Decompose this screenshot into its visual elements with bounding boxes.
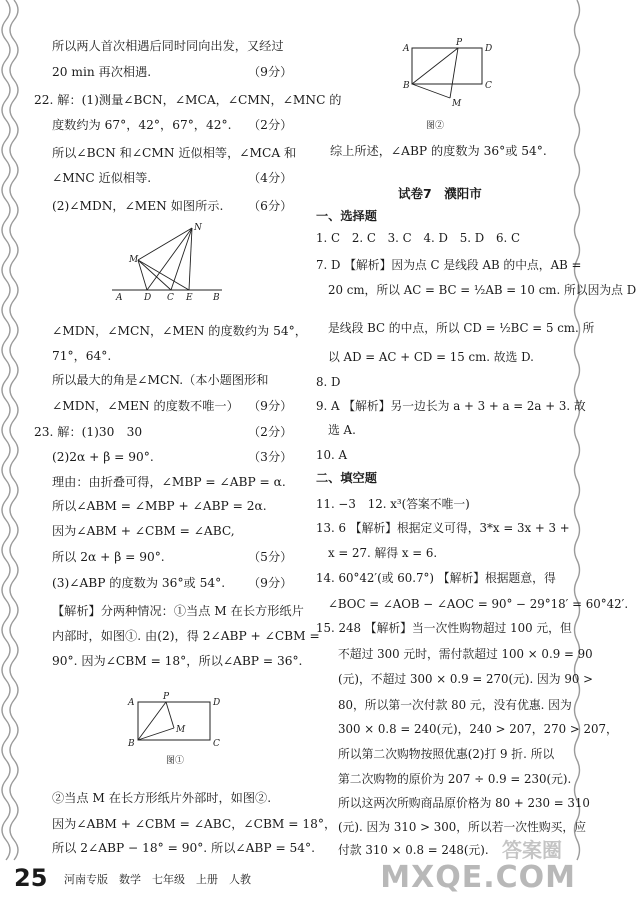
- left-text-line: 90°. 因为∠CBM = 18°，所以∠ABP = 36°.: [52, 654, 303, 668]
- book-info: 河南专版 数学 七年级 上册 人教: [64, 873, 251, 886]
- figure-2: [398, 36, 498, 140]
- right-text-line: 13. 6 【解析】根据定义可得，3*x = 3x + 3 +: [316, 521, 570, 535]
- figure-1: [124, 690, 224, 774]
- fig2-label-p: P: [456, 38, 463, 48]
- right-text-line: 14. 60°42′(或 60.7°) 【解析】根据题意，得: [316, 571, 556, 585]
- score-marker: （6分）: [248, 199, 293, 213]
- fig-mn-label-c: C: [167, 293, 174, 303]
- right-text-line: 11. −3 12. x³(答案不唯一): [316, 497, 470, 511]
- section-choice-title: 一、选择题: [316, 209, 377, 223]
- right-text-line: 20 cm，所以 AC = BC = ½AB = 10 cm. 所以因为点 D: [328, 283, 636, 297]
- fig-mn-label-m: M: [129, 255, 139, 265]
- right-text-line: 所以这两次所购商品原价格为 80 + 230 = 310: [338, 796, 590, 810]
- section-fill-title: 二、填空题: [316, 471, 377, 485]
- right-text-line: 300 × 0.8 = 240(元)，240 > 207，270 > 207，: [338, 722, 618, 736]
- right-text-line: x = 27. 解得 x = 6.: [328, 546, 438, 560]
- left-text-line: 23. 解：(1)30 30: [34, 425, 143, 439]
- fig2-label-m: M: [452, 99, 462, 109]
- watermark-cn: 答案圈: [502, 838, 562, 862]
- right-text-line: 第二次购物的原价为 207 ÷ 0.9 = 230(元).: [338, 772, 572, 786]
- watermark: MXQE.COM: [380, 860, 576, 895]
- page-number: 25: [14, 864, 48, 892]
- left-text-line: ∠MNC 近似相等.: [52, 171, 152, 185]
- score-marker: （9分）: [248, 65, 293, 79]
- figure-angles-mn: [110, 222, 230, 306]
- fig2-label-d: D: [485, 44, 493, 54]
- right-text-line: (元)，不超过 300 × 0.9 = 270(元). 因为 90 >: [338, 672, 593, 686]
- fig-mn-label-e: E: [186, 293, 193, 303]
- right-text-line: 80，所以第一次付款 80 元，没有优惠. 因为: [338, 698, 572, 712]
- left-text-line: (2)2α + β = 90°.: [52, 450, 154, 464]
- right-text-line: 15. 248 【解析】当一次性购物超过 100 元，但: [316, 621, 572, 635]
- left-text-line: 【解析】分两种情况：①当点 M 在长方形纸片: [52, 604, 304, 618]
- left-text-line: 所以 2∠ABP − 18° = 90°. 所以∠ABP = 54°.: [52, 841, 316, 855]
- right-text-line: 不超过 300 元时，需付款超过 100 × 0.9 = 90: [338, 647, 593, 661]
- right-text-line: 8. D: [316, 375, 341, 389]
- fig1-label-b: B: [128, 739, 135, 749]
- left-text-line: 所以最大的角是∠MCN.（本小题图形和: [52, 373, 269, 387]
- exam-title: 试卷7 濮阳市: [398, 186, 482, 201]
- left-text-line: (3)∠ABP 的度数为 36°或 54°.: [52, 576, 226, 590]
- right-text-line: 选 A.: [328, 423, 356, 437]
- score-marker: （3分）: [248, 450, 293, 464]
- right-text-line: (元). 因为 310 > 300，所以若一次性购买，应: [338, 820, 587, 834]
- left-wavy-border: [0, 0, 20, 860]
- fig1-label-c: C: [213, 739, 220, 749]
- summary-line: 综上所述，∠ABP 的度数为 36°或 54°.: [330, 144, 547, 158]
- fig-mn-label-n: N: [194, 223, 202, 233]
- right-text-line: 付款 310 × 0.8 = 248(元).: [338, 843, 489, 857]
- left-text-line: ②当点 M 在长方形纸片外部时，如图②.: [52, 791, 272, 805]
- fig2-label-b: B: [403, 81, 410, 91]
- left-text-line: 所以 2α + β = 90°.: [52, 550, 165, 564]
- score-marker: （4分）: [248, 171, 293, 185]
- score-marker: （2分）: [248, 425, 293, 439]
- right-text-line: 1. C 2. C 3. C 4. D 5. D 6. C: [316, 231, 521, 245]
- fig-mn-label-d: D: [144, 293, 152, 303]
- fig-mn-label-a: A: [116, 293, 123, 303]
- right-text-line: 以 AD = AC + CD = 15 cm. 故选 D.: [328, 350, 534, 364]
- fig-mn-label-b: B: [213, 293, 220, 303]
- left-text-line: 所以∠BCN 和∠CMN 近似相等，∠MCA 和: [52, 146, 297, 160]
- right-text-line: 7. D 【解析】因为点 C 是线段 AB 的中点，AB =: [316, 258, 582, 272]
- score-marker: （2分）: [248, 118, 293, 132]
- fig2-label-a: A: [403, 44, 410, 54]
- left-text-line: ∠MDN，∠MCN，∠MEN 的度数约为 54°，: [52, 324, 307, 338]
- left-text-line: 20 min 再次相遇.: [52, 65, 152, 79]
- left-text-line: ∠MDN，∠MEN 的度数不唯一）: [52, 399, 239, 413]
- fig2-caption: 图②: [426, 121, 445, 131]
- right-text-line: ∠BOC = ∠AOB − ∠AOC = 90° − 29°18′ = 60°42′.: [328, 597, 629, 611]
- left-text-line: 因为∠ABM + ∠CBM = ∠ABC,: [52, 524, 235, 538]
- left-text-line: 内部时，如图①. 由(2)，得 2∠ABP + ∠CBM =: [52, 629, 320, 643]
- fig1-label-m: M: [176, 725, 186, 735]
- right-text-line: 所以第二次购物按照优惠(2)打 9 折. 所以: [338, 747, 555, 761]
- score-marker: （9分）: [248, 576, 293, 590]
- right-text-line: 是线段 BC 的中点，所以 CD = ½BC = 5 cm. 所: [328, 321, 595, 335]
- fig1-label-a: A: [128, 698, 135, 708]
- fig1-caption: 图①: [166, 756, 185, 766]
- score-marker: （5分）: [248, 550, 293, 564]
- left-text-line: 因为∠ABM + ∠CBM = ∠ABC，∠CBM = 18°，: [52, 817, 337, 831]
- left-text-line: 理由：由折叠可得，∠MBP = ∠ABP = α.: [52, 475, 286, 489]
- left-text-line: 度数约为 67°，42°，67°，42°.: [52, 118, 232, 132]
- right-text-line: 9. A 【解析】另一边长为 a + 3 + a = 2a + 3. 故: [316, 399, 586, 413]
- score-marker: （9分）: [248, 399, 293, 413]
- fig2-label-c: C: [485, 81, 492, 91]
- left-text-line: 所以∠ABM = ∠MBP + ∠ABP = 2α.: [52, 499, 267, 513]
- fig1-label-d: D: [213, 698, 221, 708]
- left-text-line: 22. 解：(1)测量∠BCN，∠MCA，∠CMN，∠MNC 的: [34, 93, 342, 107]
- left-text-line: 71°，64°.: [52, 349, 112, 363]
- fig1-label-p: P: [163, 692, 170, 702]
- left-text-line: (2)∠MDN，∠MEN 如图所示.: [52, 199, 224, 213]
- left-text-line: 所以两人首次相遇后同时同向出发，又经过: [52, 39, 284, 53]
- right-text-line: 10. A: [316, 448, 348, 462]
